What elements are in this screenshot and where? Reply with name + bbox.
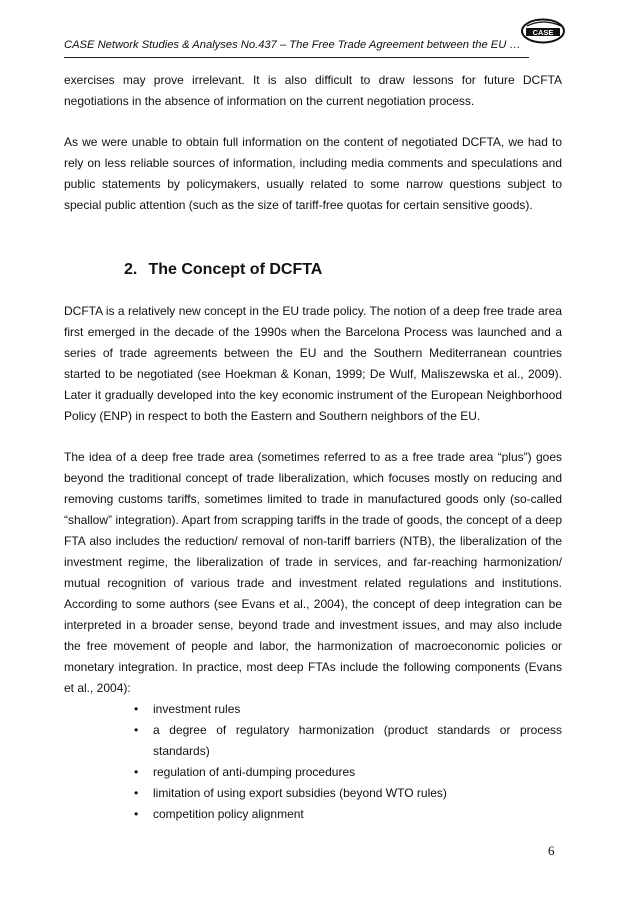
section-number: 2. [124,261,138,278]
list-item: • competition policy alignment [64,804,562,825]
running-header: CASE Network Studies & Analyses No.437 – The Free Trade Agreement between the EU … [64,39,521,51]
bullet-icon: • [134,786,139,800]
section-title: The Concept of DCFTA [148,261,323,278]
paragraph: As we were unable to obtain full information on the content of negotiated DCFTA, we had to rely on less reliable sources of information, including media comments and speculations and public statements by policymakers, usually related to some narrow questions subject to special public attention (such as the size of tariff-free quotas for certain sensitive goods). [64,135,562,212]
paragraph: The idea of a deep free trade area (sometimes referred to as a free trade area “plus”) goes beyond the traditional concept of trade liberalization, which focuses mostly on reducing and removing customs tariffs, sometimes limited to trade in manufactured goods only (so-called “shallow” integration). Apart from scrapping tariffs in the trade of goods, the concept of a deep FTA also includes the reduction/ removal of non-tariff barriers (NTB), the liberalization of the investment regime, the liberalization of trade in services, and far-reaching harmonization/ mutual recognition of various trade and investment related regulations and institutions. According to some authors (see Evans et al., 2004), the concept of deep integration can be interpreted in a broader sense, beyond trade and investment issues, and may also include the free movement of people and labor, the harmonization of macroeconomic policies or monetary integration. In practice, most deep FTAs include the following components (Evans et al., 2004): [64,450,562,695]
paragraph: exercises may prove irrelevant. It is also difficult to draw lessons for future DCFTA negotiations in the absence of information on the current negotiation process. [64,73,562,108]
bullet-icon: • [134,723,139,737]
component-list [64,699,562,825]
page-number: 6 [548,843,555,858]
list-item: • investment rules [64,699,562,720]
list-item: • limitation of using export subsidies (beyond WTO rules) [64,783,562,804]
logo-text: CASE [532,27,554,37]
section-heading [124,259,562,280]
paragraph: DCFTA is a relatively new concept in the EU trade policy. The notion of a deep free trade area first emerged in the decade of the 1990s when the Barcelona Process was launched and a series of trade agreements between the EU and the Southern Mediterranean countries started to be negotiated (see Hoekman & Konan, 1999; De Wulf, Maliszewska et al., 2009). Later it gradually developed into the key economic instrument of the European Neighborhood Policy (ENP) in respect to both the Eastern and Southern neighbors of the EU. [64,304,562,423]
list-item: • regulation of anti-dumping procedures [64,762,562,783]
bullet-icon: • [134,807,139,821]
header-divider [64,57,529,58]
bullet-icon: • [134,765,139,779]
page-body [64,70,562,825]
case-logo [519,17,567,45]
list-item: • a degree of regulatory harmonization (product standards or process standards) [64,720,562,762]
bullet-icon: • [134,702,139,716]
